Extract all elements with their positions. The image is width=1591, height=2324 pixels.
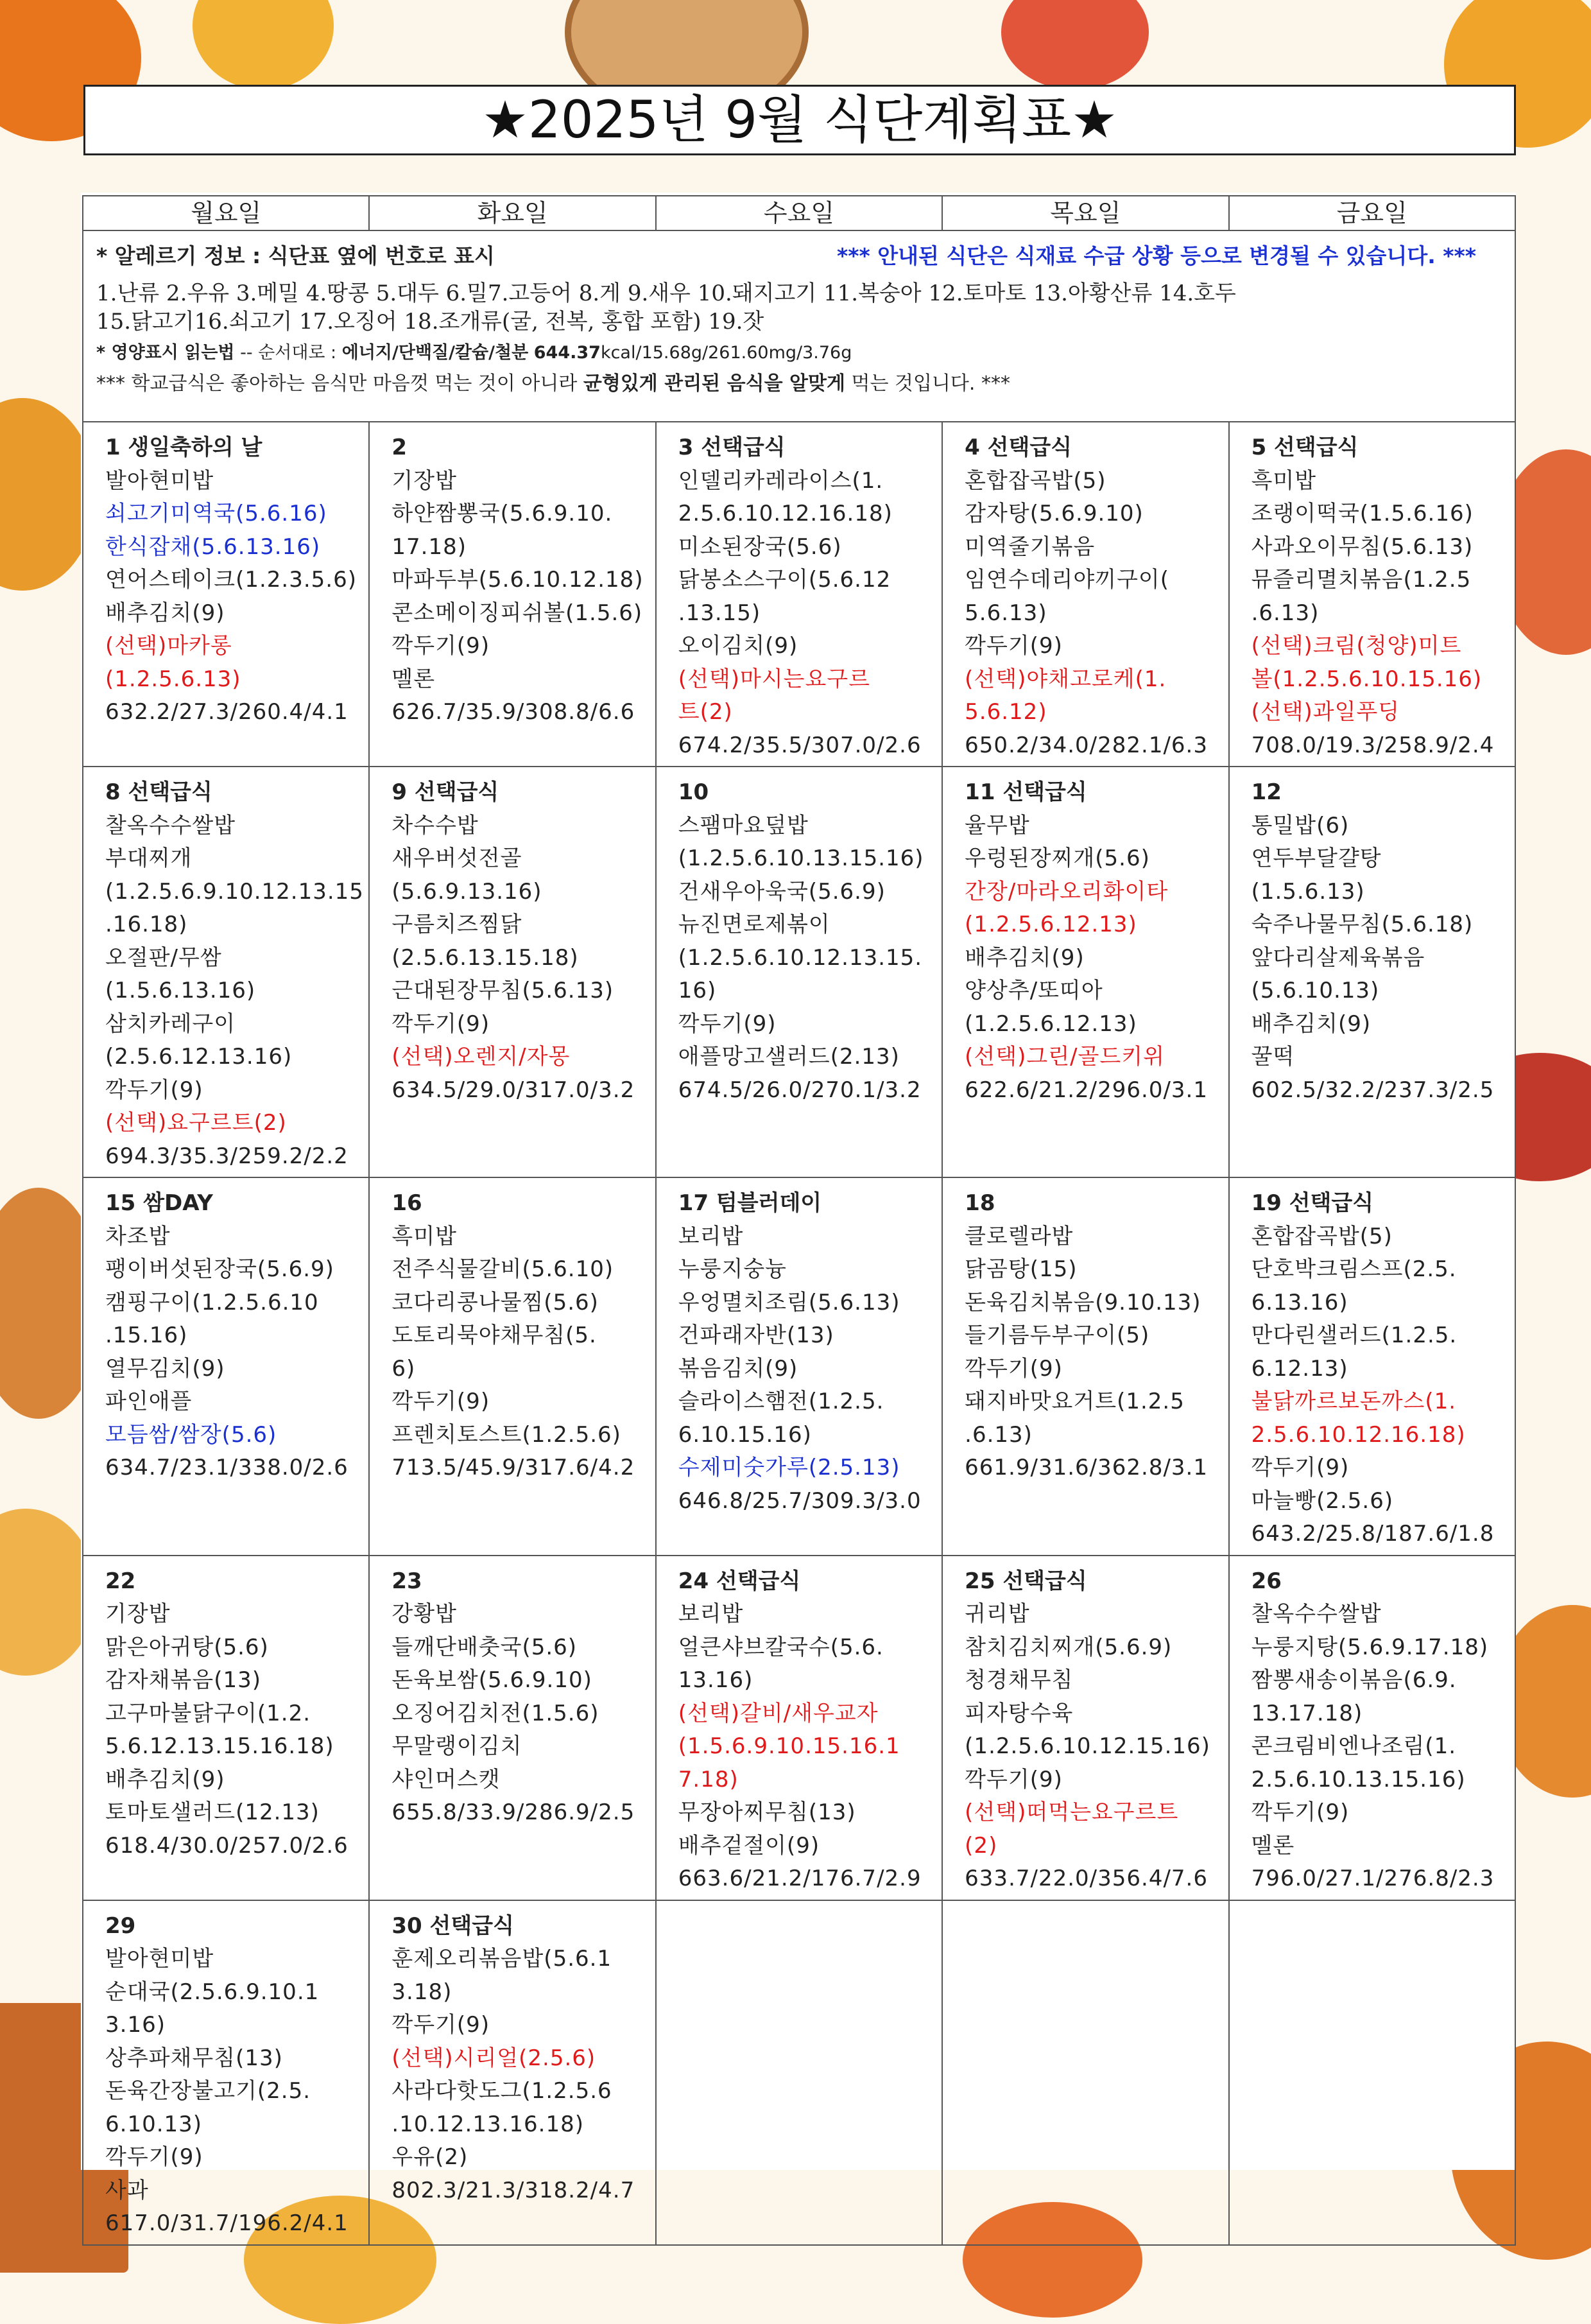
menu-item: (선택)과일푸딩: [1251, 699, 1400, 725]
nutrition-values: 663.6/21.2/176.7/2.9: [678, 1866, 922, 1891]
day-cell: [942, 1177, 1228, 1556]
day-cell: [369, 422, 655, 767]
menu-item: 수제미숫가루(2.5.13): [678, 1455, 900, 1480]
header-tuesday: 화요일: [369, 196, 655, 230]
menu-item: 발아현미밥: [105, 1946, 214, 1972]
menu-item: 돈육간장불고기(2.5.: [105, 2078, 311, 2104]
menu-item: (선택)크림(청양)미트: [1251, 633, 1462, 659]
menu-item: (2): [965, 1832, 998, 1859]
menu-table: [82, 195, 1516, 2246]
menu-item: 코다리콩나물찜(5.6): [391, 1289, 599, 1315]
nutrition-values: 802.3/21.3/318.2/4.7: [391, 2177, 635, 2203]
menu-item: 앞다리살제육볶음: [1251, 944, 1425, 971]
menu-item: (선택)떠먹는요구르트: [965, 1799, 1179, 1825]
menu-item: 배추김치(9): [1251, 1010, 1372, 1037]
nutrition-values: 655.8/33.9/286.9/2.5: [391, 1799, 635, 1825]
menu-item: (선택)그린/골드키위: [965, 1044, 1165, 1070]
menu-item: 슬라이스햄전(1.2.5.: [678, 1389, 884, 1414]
menu-item: 7.18): [678, 1766, 739, 1792]
menu-item: 미역줄기볶음: [965, 533, 1096, 560]
menu-item: 오이김치(9): [678, 633, 798, 659]
header-wednesday: 수요일: [656, 196, 942, 230]
menu-item: 불닭까르보돈까스(1.: [1251, 1389, 1457, 1414]
menu-item: 하얀짬뽕국(5.6.9.10.: [391, 501, 613, 526]
allergy-list-2: 15.닭고기16.쇠고기 17.오징어 18.조개류(굴, 전복, 홍합 포함) 19.잣: [96, 309, 764, 334]
menu-item: 연어스테이크(1.2.3.5.6): [105, 567, 357, 593]
menu-item: 2.5.6.10.12.16.18): [1251, 1421, 1466, 1448]
day-cell: [83, 422, 369, 767]
day-heading: 5 선택급식: [1251, 435, 1359, 460]
menu-item: .13.15): [678, 600, 761, 626]
menu-item: 도토리묵야채무침(5.: [391, 1322, 597, 1348]
menu-item: 청경채무침: [965, 1667, 1074, 1693]
menu-item: 율무밥: [965, 812, 1030, 838]
day-cell: [83, 1177, 369, 1556]
day-cell: [656, 1556, 942, 1900]
menu-item: 깍두기(9): [965, 1355, 1063, 1382]
menu-item: 고구마불닭구이(1.2.: [105, 1700, 311, 1726]
day-heading: 16: [391, 1190, 422, 1216]
menu-item: 조랭이떡국(1.5.6.16): [1251, 501, 1474, 526]
menu-item: 새우버섯전골: [391, 845, 522, 871]
day-heading: 2: [391, 435, 408, 460]
menu-item: 찰옥수수쌀밥: [105, 812, 236, 838]
menu-item: 깍두기(9): [105, 1077, 203, 1103]
menu-item: 배추김치(9): [965, 944, 1085, 971]
nutrition-values: 618.4/30.0/257.0/2.6: [105, 1832, 348, 1859]
menu-item: 사과: [105, 2177, 149, 2203]
menu-item: 혼합잡곡밥(5): [965, 467, 1106, 494]
menu-item: 우렁된장찌개(5.6): [965, 845, 1150, 871]
menu-item: 토마토샐러드(12.13): [105, 1799, 320, 1825]
background-leaf-yellow: [193, 0, 334, 90]
change-notice: *** 안내된 식단은 식재료 수급 상황 등으로 변경될 수 있습니다. ***: [836, 243, 1476, 268]
menu-item: 건파래자반(13): [678, 1322, 834, 1348]
menu-item: (1.2.5.6.12.13): [965, 1010, 1137, 1037]
page-title: ★2025년 9월 식단계획표★: [83, 85, 1516, 155]
menu-item: 3.18): [391, 1979, 452, 2005]
menu-item: 인델리카레라이스(1.: [678, 467, 884, 494]
menu-item: (1.2.5.6.12.13): [965, 912, 1137, 937]
menu-item: 깍두기(9): [678, 1010, 777, 1037]
nutrition-values: 694.3/35.3/259.2/2.2: [105, 1143, 348, 1169]
day-cell: [656, 422, 942, 767]
day-heading: 11 선택급식: [965, 779, 1087, 805]
menu-item: 오절판/무쌈: [105, 944, 222, 971]
day-heading: 10: [678, 779, 709, 805]
nutrition-mid: -- 순서대로 :: [234, 343, 342, 363]
menu-item: 미소된장국(5.6): [678, 533, 842, 560]
menu-item: (1.5.6.9.10.15.16.1: [678, 1733, 900, 1759]
menu-item: 2.5.6.10.12.16.18): [678, 501, 893, 526]
menu-item: 무말랭이김치: [391, 1733, 522, 1759]
nutrition-example-units: kcal/15.68g/261.60mg/3.76g: [600, 343, 852, 363]
day-cell: [1229, 1900, 1515, 2245]
nutrition-values: 626.7/35.9/308.8/6.6: [391, 699, 635, 725]
menu-item: 6): [391, 1355, 416, 1382]
menu-item: 깍두기(9): [965, 1766, 1063, 1792]
menu-item: 연두부달걀탕: [1251, 845, 1382, 871]
menu-item: 마파두부(5.6.10.12.18): [391, 567, 644, 593]
day-heading: 23: [391, 1568, 422, 1594]
menu-item: 강황밥: [391, 1601, 457, 1627]
menu-item: 클로렐라밥: [965, 1223, 1074, 1249]
day-heading: 30 선택급식: [391, 1912, 514, 1939]
menu-item: 감자탕(5.6.9.10): [965, 501, 1144, 526]
header-thursday: 목요일: [942, 196, 1228, 230]
menu-item: 사라다핫도그(1.2.5.6: [391, 2078, 612, 2104]
menu-item: 귀리밥: [965, 1601, 1030, 1627]
menu-item: (1.5.6.13): [1251, 878, 1365, 905]
menu-item: 발아현미밥: [105, 467, 214, 494]
menu-item: (2.5.6.12.13.16): [105, 1044, 293, 1070]
day-heading: 22: [105, 1568, 136, 1594]
school-meal-motto: [96, 369, 1502, 399]
day-cell: [656, 1177, 942, 1556]
menu-item: 부대찌개: [105, 845, 193, 871]
menu-item: 6.13.16): [1251, 1289, 1348, 1315]
menu-item: 임연수데리야끼구이(: [965, 567, 1170, 593]
nutrition-values: 602.5/32.2/237.3/2.5: [1251, 1077, 1495, 1103]
menu-item: (선택)갈비/새우교자: [678, 1700, 879, 1726]
menu-item: 양상추/또띠아: [965, 978, 1103, 1003]
menu-item: 볶음김치(9): [678, 1355, 798, 1382]
day-cell: [369, 767, 655, 1177]
menu-item: 돈육보쌈(5.6.9.10): [391, 1667, 592, 1693]
menu-item: 순대국(2.5.6.9.10.1: [105, 1979, 320, 2005]
nutrition-order: 에너지/단백질/칼슘/철분: [341, 343, 529, 363]
menu-item: .10.12.13.16.18): [391, 2111, 585, 2137]
motto-post: 먹는 것입니다. ***: [845, 372, 1010, 395]
menu-item: 배추김치(9): [105, 600, 225, 626]
menu-item: 짬뽕새송이볶음(6.9.: [1251, 1667, 1457, 1693]
menu-item: 캠핑구이(1.2.5.6.10: [105, 1289, 319, 1315]
menu-item: 13.16): [678, 1667, 753, 1693]
menu-item: 닭곰탕(15): [965, 1256, 1078, 1282]
day-heading: 8 선택급식: [105, 779, 212, 805]
menu-item: 6.10.15.16): [678, 1421, 812, 1448]
menu-item: (5.6.9.13.16): [391, 878, 542, 905]
day-cell: [942, 1900, 1228, 2245]
menu-item: 2.5.6.10.13.15.16): [1251, 1766, 1466, 1792]
menu-item: 돼지바맛요거트(1.2.5: [965, 1389, 1185, 1414]
menu-item: 깍두기(9): [391, 1010, 490, 1037]
day-heading: 15 쌈DAY: [105, 1190, 213, 1216]
day-cell: [83, 767, 369, 1177]
week-row: [83, 1177, 1515, 1556]
menu-item: 상추파채무침(13): [105, 2045, 283, 2071]
menu-item: 건새우아욱국(5.6.9): [678, 878, 886, 905]
menu-item: 5.6.13): [965, 600, 1047, 626]
menu-item: .16.18): [105, 912, 188, 937]
allergy-list-1: 1.난류 2.우유 3.메밀 4.땅콩 5.대두 6.밀7.고등어 8.게 9.새우 10.돼지고기 11.복숭아 12.토마토 13.아황산류 14.호두: [96, 281, 1236, 306]
menu-item: 뉴진면로제볶이: [678, 912, 830, 937]
menu-item: 훈제오리볶음밥(5.6.1: [391, 1946, 612, 1972]
menu-item: 팽이버섯된장국(5.6.9): [105, 1256, 334, 1282]
menu-item: 꿀떡: [1251, 1044, 1295, 1070]
menu-item: 닭봉소스구이(5.6.12: [678, 567, 891, 593]
nutrition-values: 632.2/27.3/260.4/4.1: [105, 699, 348, 725]
menu-item: 숙주나물무침(5.6.18): [1251, 912, 1474, 937]
menu-item: 기장밥: [105, 1601, 171, 1627]
menu-item: 프렌치토스트(1.2.5.6): [391, 1421, 621, 1448]
menu-item: 사과오이무침(5.6.13): [1251, 533, 1474, 560]
nutrition-label: * 영양표시 읽는법: [96, 343, 235, 363]
motto-pre: *** 학교급식은 좋아하는 음식만 마음껏 먹는 것이 아니라: [96, 372, 583, 395]
menu-item: 한식잡채(5.6.13.16): [105, 533, 321, 560]
menu-item: 3.16): [105, 2012, 166, 2038]
menu-item: 누룽지탕(5.6.9.17.18): [1251, 1634, 1489, 1660]
menu-item: (선택)마시는요구르: [678, 666, 871, 692]
menu-item: 콘크림비엔나조림(1.: [1251, 1733, 1457, 1759]
day-cell: [1229, 422, 1515, 767]
nutrition-values: 646.8/25.7/309.3/3.0: [678, 1487, 922, 1514]
menu-item: 깍두기(9): [391, 1389, 490, 1414]
day-heading: 4 선택급식: [965, 435, 1072, 460]
menu-item: (1.2.5.6.10.13.15.16): [678, 845, 924, 871]
allergy-title: * 알레르기 정보 : 식단표 옆에 번호로 표시: [96, 243, 495, 268]
menu-item: 흑미밥: [391, 1223, 457, 1249]
menu-item: 차수수밥: [391, 812, 479, 838]
background-leaf-red: [1001, 0, 1149, 90]
day-cell: [369, 1556, 655, 1900]
menu-item: 볼(1.2.5.6.10.15.16): [1251, 666, 1483, 692]
menu-item: 통밀밥(6): [1251, 812, 1350, 838]
day-heading: 24 선택급식: [678, 1568, 801, 1594]
menu-item: 들깨단배춧국(5.6): [391, 1634, 578, 1660]
menu-item: 깍두기(9): [1251, 1455, 1350, 1480]
nutrition-guide: [96, 338, 1502, 369]
menu-item: 6.12.13): [1251, 1355, 1348, 1382]
menu-item: 깍두기(9): [105, 2144, 203, 2170]
menu-item: (선택)요구르트(2): [105, 1110, 287, 1136]
menu-item: 참치김치찌개(5.6.9): [965, 1634, 1173, 1660]
day-cell: [942, 1556, 1228, 1900]
menu-item: 17.18): [391, 533, 467, 560]
menu-item: 흑미밥: [1251, 467, 1317, 494]
menu-item: (2.5.6.13.15.18): [391, 944, 579, 971]
menu-item: 마늘빵(2.5.6): [1251, 1487, 1394, 1514]
menu-item: 얼큰샤브칼국수(5.6.: [678, 1634, 884, 1660]
menu-item: 차조밥: [105, 1223, 171, 1249]
menu-item: 열무김치(9): [105, 1355, 225, 1382]
nutrition-values: 634.7/23.1/338.0/2.6: [105, 1455, 348, 1480]
menu-item: 뮤즐리멸치볶음(1.2.5: [1251, 567, 1472, 593]
menu-item: 멜론: [1251, 1832, 1295, 1859]
menu-item: 전주식물갈비(5.6.10): [391, 1256, 614, 1282]
week-row: [83, 422, 1515, 767]
day-heading: 17 텀블러데이: [678, 1190, 822, 1216]
menu-item: 보리밥: [678, 1601, 744, 1627]
week-row: [83, 1556, 1515, 1900]
menu-item: 우엉멸치조림(5.6.13): [678, 1289, 900, 1315]
day-heading: 26: [1251, 1568, 1282, 1594]
header-friday: 금요일: [1229, 196, 1515, 230]
menu-item: 5.6.12.13.15.16.18): [105, 1733, 334, 1759]
menu-item: (1.2.5.6.9.10.12.13.15: [105, 878, 364, 905]
menu-item: (선택)마카롱(1.2.5.6.13): [105, 633, 241, 692]
day-cell: [656, 1900, 942, 2245]
day-cell: [83, 1556, 369, 1900]
menu-item: (5.6.10.13): [1251, 978, 1380, 1003]
menu-item: 들기름두부구이(5): [965, 1322, 1150, 1348]
nutrition-values: 674.2/35.5/307.0/2.6: [678, 732, 922, 758]
week-row: [83, 1900, 1515, 2245]
menu-item: 파인애플: [105, 1389, 193, 1414]
menu-item: 단호박크림스프(2.5.: [1251, 1256, 1457, 1282]
menu-item: (1.2.5.6.10.12.13.15.: [678, 944, 923, 971]
week-row: [83, 767, 1515, 1177]
day-cell: [83, 1900, 369, 2245]
menu-item: 맑은아귀탕(5.6): [105, 1634, 269, 1660]
day-heading: 25 선택급식: [965, 1568, 1087, 1594]
menu-item: 13.17.18): [1251, 1700, 1363, 1726]
day-cell: [369, 1900, 655, 2245]
menu-item: 콘소메이징피쉬볼(1.5.6): [391, 600, 643, 626]
menu-item: 무장아찌무침(13): [678, 1799, 856, 1825]
day-heading: 29: [105, 1912, 136, 1939]
menu-item: 샤인머스캣: [391, 1766, 501, 1792]
menu-item: .15.16): [105, 1322, 188, 1348]
day-cell: [1229, 1556, 1515, 1900]
menu-item: 구름치즈찜닭: [391, 912, 522, 937]
menu-item: 찰옥수수쌀밥: [1251, 1601, 1382, 1627]
info-panel: [83, 230, 1515, 422]
day-heading: 19 선택급식: [1251, 1190, 1374, 1216]
menu-item: 혼합잡곡밥(5): [1251, 1223, 1393, 1249]
menu-item: 피자탕수육: [965, 1700, 1074, 1726]
menu-item: (선택)오렌지/자몽: [391, 1044, 571, 1070]
menu-item: 깍두기(9): [391, 633, 490, 659]
motto-bold: 균형있게 관리된 음식을 알맞게: [583, 372, 845, 395]
day-cell: [942, 422, 1228, 767]
menu-item: 트(2): [678, 699, 733, 725]
menu-item: 애플망고샐러드(2.13): [678, 1044, 900, 1070]
nutrition-values: 674.5/26.0/270.1/3.2: [678, 1077, 922, 1103]
nutrition-values: 643.2/25.8/187.6/1.8: [1251, 1521, 1495, 1547]
header-monday: 월요일: [83, 196, 369, 230]
nutrition-values: 796.0/27.1/276.8/2.3: [1251, 1866, 1495, 1891]
menu-item: (1.2.5.6.10.12.15.16): [965, 1733, 1210, 1759]
nutrition-values: 650.2/34.0/282.1/6.3: [965, 732, 1208, 758]
menu-item: (선택)야채고로케(1.: [965, 666, 1167, 692]
nutrition-values: 713.5/45.9/317.6/4.2: [391, 1455, 635, 1480]
menu-item: 5.6.12): [965, 699, 1047, 725]
menu-item: 스팸마요덮밥: [678, 812, 809, 838]
nutrition-example-value: 644.37: [533, 343, 601, 363]
day-cell: [656, 767, 942, 1177]
menu-item: 배추겉절이(9): [678, 1832, 820, 1859]
menu-item: 오징어김치전(1.5.6): [391, 1700, 599, 1726]
day-heading: 12: [1251, 779, 1282, 805]
menu-item: 누룽지숭늉: [678, 1256, 787, 1282]
menu-item: 돈육김치볶음(9.10.13): [965, 1289, 1201, 1315]
menu-item: 16): [678, 978, 717, 1003]
day-heading: 9 선택급식: [391, 779, 499, 805]
day-cell: [1229, 767, 1515, 1177]
menu-item: 멜론: [391, 666, 436, 692]
day-cell: [1229, 1177, 1515, 1556]
nutrition-values: 661.9/31.6/362.8/3.1: [965, 1455, 1208, 1480]
menu-item: 근대된장무침(5.6.13): [391, 978, 614, 1003]
nutrition-values: 708.0/19.3/258.9/2.4: [1251, 732, 1495, 758]
day-cell: [942, 767, 1228, 1177]
menu-item: 6.10.13): [105, 2111, 203, 2137]
menu-item: .6.13): [965, 1421, 1033, 1448]
day-heading: 1 생일축하의 날: [105, 435, 262, 460]
day-heading: 3 선택급식: [678, 435, 786, 460]
menu-item: 깍두기(9): [391, 2012, 490, 2038]
nutrition-values: 633.7/22.0/356.4/7.6: [965, 1866, 1208, 1891]
menu-item: (1.5.6.13.16): [105, 978, 256, 1003]
menu-item: 모듬쌈/쌈장(5.6): [105, 1421, 277, 1448]
menu-item: 기장밥: [391, 467, 457, 494]
menu-item: 쇠고기미역국(5.6.16): [105, 501, 327, 526]
day-cell: [369, 1177, 655, 1556]
menu-item: (선택)시리얼(2.5.6): [391, 2045, 596, 2071]
nutrition-values: 622.6/21.2/296.0/3.1: [965, 1077, 1208, 1103]
menu-item: 깍두기(9): [965, 633, 1063, 659]
menu-item: 배추김치(9): [105, 1766, 225, 1792]
menu-item: 보리밥: [678, 1223, 744, 1249]
nutrition-values: 617.0/31.7/196.2/4.1: [105, 2210, 348, 2236]
menu-item: .6.13): [1251, 600, 1320, 626]
menu-item: 만다린샐러드(1.2.5.: [1251, 1322, 1458, 1348]
menu-item: 삼치카레구이: [105, 1010, 236, 1037]
menu-item: 우유(2): [391, 2144, 469, 2170]
day-heading: 18: [965, 1190, 995, 1216]
nutrition-values: 634.5/29.0/317.0/3.2: [391, 1077, 635, 1103]
menu-item: 감자채볶음(13): [105, 1667, 262, 1693]
menu-item: 깍두기(9): [1251, 1799, 1350, 1825]
menu-item: 간장/마라오리화이타: [965, 878, 1169, 905]
